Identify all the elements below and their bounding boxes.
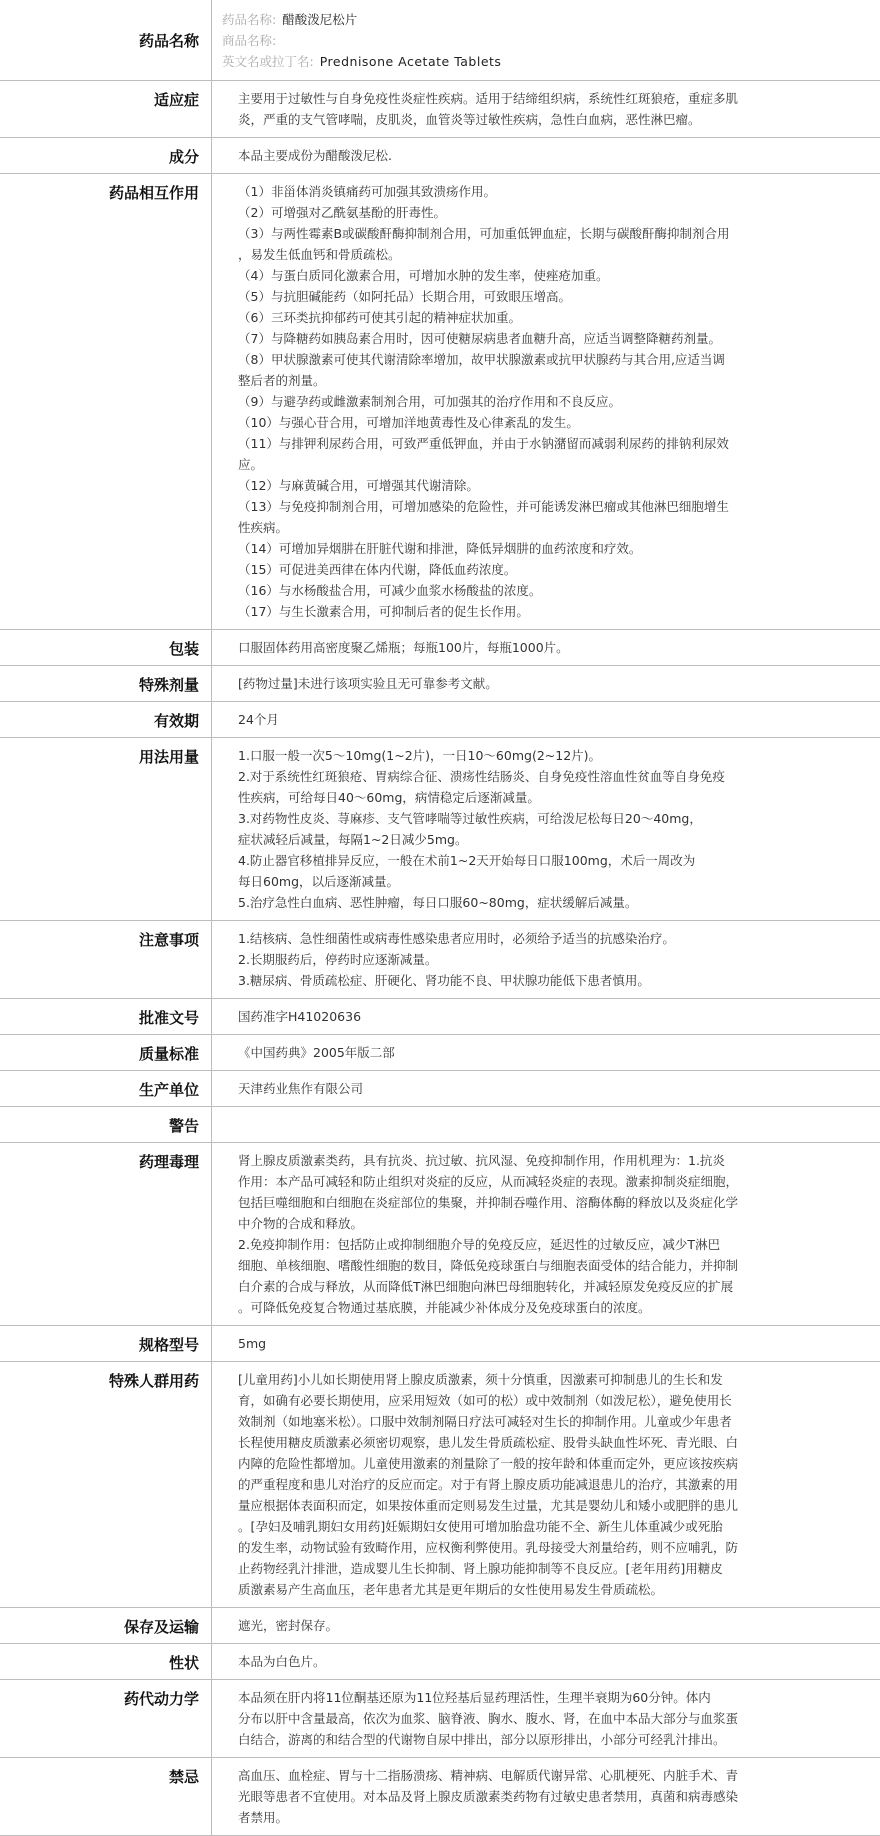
- interaction-item: （2）可增强对乙酰氨基酚的肝毒性。: [238, 202, 868, 223]
- ingredients-text: 本品主要成份为醋酸泼尼松.: [212, 137, 880, 173]
- interaction-item: （12）与麻黄碱合用，可增强其代谢清除。: [238, 475, 868, 496]
- text-line: 。[孕妇及哺乳期妇女用药]妊娠期妇女使用可增加胎盘功能不全、新生儿体重减少或死胎: [238, 1516, 868, 1537]
- text-line: [儿童用药]小儿如长期使用肾上腺皮质激素，须十分慎重，因激素可抑制患儿的生长和发: [238, 1369, 868, 1390]
- label-indications: 适应症: [0, 80, 212, 137]
- interaction-item: （11）与排钾利尿药合用，可致严重低钾血，并由于水钠潴留而减弱利尿药的排钠利尿效: [238, 433, 868, 454]
- warning-text: [212, 1106, 880, 1142]
- text-line: 育，如确有必要长期使用，应采用短效（如可的松）或中效制剂（如泼尼松），避免使用长: [238, 1390, 868, 1411]
- label-drug-name: 药品名称: [0, 0, 212, 80]
- interaction-item: （5）与抗胆碱能药（如阿托品）长期合用，可致眼压增高。: [238, 286, 868, 307]
- contraindications-cell: [212, 1757, 880, 1835]
- row-pharmacokinetics: [0, 1679, 880, 1757]
- label-dosage: 用法用量: [0, 737, 212, 920]
- approval-text: 国药准字H41020636: [212, 998, 880, 1034]
- interaction-item: （4）与蛋白质同化激素合用，可增加水肿的发生率，使痤疮加重。: [238, 265, 868, 286]
- text-line: 白介素的合成与释放，从而降低T淋巴细胞向淋巴母细胞转化，并减轻原发免疫反应的扩展: [238, 1276, 868, 1297]
- text-line: 本品须在肝内将11位酮基还原为11位羟基后显药理活性，生理半衰期为60分钟。体内: [238, 1687, 868, 1708]
- label-packaging: 包装: [0, 629, 212, 665]
- dosage-item: 4.防止器官移植排异反应，一般在术前1~2天开始每日口服100mg，术后一周改为: [238, 850, 868, 871]
- row-storage: [0, 1607, 880, 1643]
- row-interactions: [0, 173, 880, 629]
- row-ingredients: [0, 137, 880, 173]
- row-contraindications: [0, 1757, 880, 1835]
- text-line: 包括巨噬细胞和白细胞在炎症部位的集聚，并抑制吞噬作用、溶酶体酶的释放以及炎症化学: [238, 1192, 868, 1213]
- pharmacokinetics-cell: [212, 1679, 880, 1757]
- trade-name-line: [222, 30, 868, 51]
- text-line: 止药物经乳汁排泄，造成婴儿生长抑制、肾上腺功能抑制等不良反应。[老年用药]用糖皮: [238, 1558, 868, 1579]
- text-line: 效制剂（如地塞米松）。口服中效制剂隔日疗法可减轻对生长的抑制作用。儿童或少年患者: [238, 1411, 868, 1432]
- dosage-item: 1.口服一般一次5～10mg(1~2片)，一日10～60mg(2~12片)。: [238, 745, 868, 766]
- label-warning: 警告: [0, 1106, 212, 1142]
- interaction-item: 性疾病。: [238, 517, 868, 538]
- dosage-item: 每日60mg，以后逐渐减量。: [238, 871, 868, 892]
- english-name-key: 英文名或拉丁名:: [222, 54, 314, 69]
- text-line: 作用：本产品可减轻和防止组织对炎症的反应，从而减轻炎症的表现。激素抑制炎症细胞，: [238, 1171, 868, 1192]
- row-expiry: [0, 701, 880, 737]
- special-dose-text: [药物过量]未进行该项实验且无可靠参考文献。: [212, 665, 880, 701]
- trade-name-key: 商品名称:: [222, 33, 276, 48]
- label-spec: 规格型号: [0, 1325, 212, 1361]
- text-line: 高血压、血栓症、胃与十二指肠溃疡、精神病、电解质代谢异常、心肌梗死、内脏手术、青: [238, 1765, 868, 1786]
- label-standard: 质量标准: [0, 1034, 212, 1070]
- label-storage: 保存及运输: [0, 1607, 212, 1643]
- text-line: 长程使用糖皮质激素必须密切观察，患儿发生骨质疏松症、股骨头缺血性坏死、青光眼、白: [238, 1432, 868, 1453]
- label-approval: 批准文号: [0, 998, 212, 1034]
- label-manufacturer: 生产单位: [0, 1070, 212, 1106]
- drug-name-cell: [212, 0, 880, 80]
- label-contraindications: 禁忌: [0, 1757, 212, 1835]
- interaction-item: ，易发生低血钙和骨质疏松。: [238, 244, 868, 265]
- row-manufacturer: [0, 1070, 880, 1106]
- dosage-cell: [212, 737, 880, 920]
- storage-text: 遮光，密封保存。: [212, 1607, 880, 1643]
- dosage-item: 2.对于系统性红斑狼疮、胃病综合征、溃疡性结肠炎、自身免疫性溶血性贫血等自身免疫: [238, 766, 868, 787]
- interaction-item: （8）甲状腺激素可使其代谢清除率增加，故甲状腺激素或抗甲状腺药与其合用,应适当调: [238, 349, 868, 370]
- row-precautions: [0, 920, 880, 998]
- row-standard: [0, 1034, 880, 1070]
- text-line: 细胞、单核细胞、嗜酸性细胞的数目，降低免疫球蛋白与细胞表面受体的结合能力，并抑制: [238, 1255, 868, 1276]
- row-packaging: [0, 629, 880, 665]
- interaction-item: 应。: [238, 454, 868, 475]
- interaction-item: （6）三环类抗抑郁药可使其引起的精神症状加重。: [238, 307, 868, 328]
- packaging-text: 口服固体药用高密度聚乙烯瓶；每瓶100片，每瓶1000片。: [212, 629, 880, 665]
- dosage-item: 性疾病，可给每日40～60mg，病情稳定后逐渐减量。: [238, 787, 868, 808]
- text-line: 炎，严重的支气管哮喘，皮肌炎，血管炎等过敏性疾病，急性白血病，恶性淋巴瘤。: [238, 109, 868, 130]
- precaution-item: 2.长期服药后，停药时应逐渐减量。: [238, 949, 868, 970]
- text-line: 质激素易产生高血压，老年患者尤其是更年期后的女性使用易发生骨质疏松。: [238, 1579, 868, 1600]
- appearance-text: 本品为白色片。: [212, 1643, 880, 1679]
- special-population-cell: [212, 1361, 880, 1607]
- interaction-item: （3）与两性霉素B或碳酸酐酶抑制剂合用，可加重低钾血症，长期与碳酸酐酶抑制剂合用: [238, 223, 868, 244]
- interaction-item: （13）与免疫抑制剂合用，可增加感染的危险性，并可能诱发淋巴瘤或其他淋巴细胞增生: [238, 496, 868, 517]
- row-spec: [0, 1325, 880, 1361]
- spec-text: 5mg: [212, 1325, 880, 1361]
- text-line: 主要用于过敏性与自身免疫性炎症性疾病。适用于结缔组织病，系统性红斑狼疮，重症多肌: [238, 88, 868, 109]
- precaution-item: 1.结核病、急性细菌性或病毒性感染患者应用时，必须给予适当的抗感染治疗。: [238, 928, 868, 949]
- dosage-item: 3.对药物性皮炎、荨麻疹、支气管哮喘等过敏性疾病，可给泼尼松每日20～40mg，: [238, 808, 868, 829]
- interaction-item: （9）与避孕药或雌激素制剂合用，可加强其的治疗作用和不良反应。: [238, 391, 868, 412]
- interaction-item: 整后者的剂量。: [238, 370, 868, 391]
- text-line: 。可降低免疫复合物通过基底膜，并能减少补体成分及免疫球蛋白的浓度。: [238, 1297, 868, 1318]
- precautions-cell: [212, 920, 880, 998]
- label-pharmacokinetics: 药代动力学: [0, 1679, 212, 1757]
- row-special-dose: [0, 665, 880, 701]
- label-precautions: 注意事项: [0, 920, 212, 998]
- label-appearance: 性状: [0, 1643, 212, 1679]
- generic-name-key: 药品名称:: [222, 12, 276, 27]
- text-line: 量应根据体表面积而定，如果按体重而定则易发生过量，尤其是婴幼儿和矮小或肥胖的患儿: [238, 1495, 868, 1516]
- text-line: 白结合，游离的和结合型的代谢物自尿中排出，部分以原形排出，小部分可经乳汁排出。: [238, 1729, 868, 1750]
- generic-name-value: 醋酸泼尼松片: [282, 12, 357, 27]
- text-line: 内障的危险性都增加。儿童使用激素的剂量除了一般的按年龄和体重而定外，更应该按疾病: [238, 1453, 868, 1474]
- interaction-item: （7）与降糖药如胰岛素合用时，因可使糖尿病患者血糖升高，应适当调整降糖药剂量。: [238, 328, 868, 349]
- text-line: 的严重程度和患儿对治疗的反应而定。对于有肾上腺皮质功能减退患儿的治疗，其激素的用: [238, 1474, 868, 1495]
- english-name-line: [222, 51, 868, 72]
- text-line: 的发生率，动物试验有致畸作用，应权衡利弊使用。乳母接受大剂量给药，则不应哺乳，防: [238, 1537, 868, 1558]
- row-special-population: [0, 1361, 880, 1607]
- text-line: 肾上腺皮质激素类药，具有抗炎、抗过敏、抗风湿、免疫抑制作用，作用机理为：1.抗炎: [238, 1150, 868, 1171]
- interaction-item: （15）可促进美西律在体内代谢，降低血药浓度。: [238, 559, 868, 580]
- interactions-cell: [212, 173, 880, 629]
- interaction-item: （1）非甾体消炎镇痛药可加强其致溃疡作用。: [238, 181, 868, 202]
- label-special-population: 特殊人群用药: [0, 1361, 212, 1607]
- text-line: 2.免疫抑制作用：包括防止或抑制细胞介导的免疫反应，延迟性的过敏反应，减少T淋巴: [238, 1234, 868, 1255]
- text-line: 光眼等患者不宜使用。对本品及肾上腺皮质激素类药物有过敏史患者禁用，真菌和病毒感染: [238, 1786, 868, 1807]
- label-expiry: 有效期: [0, 701, 212, 737]
- pharmacology-cell: [212, 1142, 880, 1325]
- dosage-item: 5.治疗急性白血病、恶性肿瘤，每日口服60~80mg，症状缓解后减量。: [238, 892, 868, 913]
- interaction-item: （14）可增加异烟肼在肝脏代谢和排泄，降低异烟肼的血药浓度和疗效。: [238, 538, 868, 559]
- generic-name-line: [222, 9, 868, 30]
- expiry-text: 24个月: [212, 701, 880, 737]
- interaction-item: （16）与水杨酸盐合用，可减少血浆水杨酸盐的浓度。: [238, 580, 868, 601]
- interaction-item: （17）与生长激素合用，可抑制后者的促生长作用。: [238, 601, 868, 622]
- standard-text: 《中国药典》2005年版二部: [212, 1034, 880, 1070]
- manufacturer-text: 天津药业焦作有限公司: [212, 1070, 880, 1106]
- interaction-item: （10）与强心苷合用，可增加洋地黄毒性及心律紊乱的发生。: [238, 412, 868, 433]
- dosage-item: 症状减轻后减量，每隔1~2日减少5mg。: [238, 829, 868, 850]
- label-interactions: 药品相互作用: [0, 173, 212, 629]
- row-pharmacology: [0, 1142, 880, 1325]
- label-ingredients: 成分: [0, 137, 212, 173]
- indications-cell: [212, 80, 880, 137]
- english-name-value: Prednisone Acetate Tablets: [320, 54, 502, 69]
- row-name: [0, 0, 880, 80]
- row-approval: [0, 998, 880, 1034]
- row-dosage: [0, 737, 880, 920]
- text-line: 者禁用。: [238, 1807, 868, 1828]
- precaution-item: 3.糖尿病、骨质疏松症、肝硬化、肾功能不良、甲状腺功能低下患者慎用。: [238, 970, 868, 991]
- row-indications: [0, 80, 880, 137]
- text-line: 分布以肝中含量最高，依次为血浆、脑脊液、胸水、腹水、肾，在血中本品大部分与血浆蛋: [238, 1708, 868, 1729]
- row-warning: [0, 1106, 880, 1142]
- row-appearance: [0, 1643, 880, 1679]
- label-special-dose: 特殊剂量: [0, 665, 212, 701]
- label-pharmacology: 药理毒理: [0, 1142, 212, 1325]
- text-line: 中介物的合成和释放。: [238, 1213, 868, 1234]
